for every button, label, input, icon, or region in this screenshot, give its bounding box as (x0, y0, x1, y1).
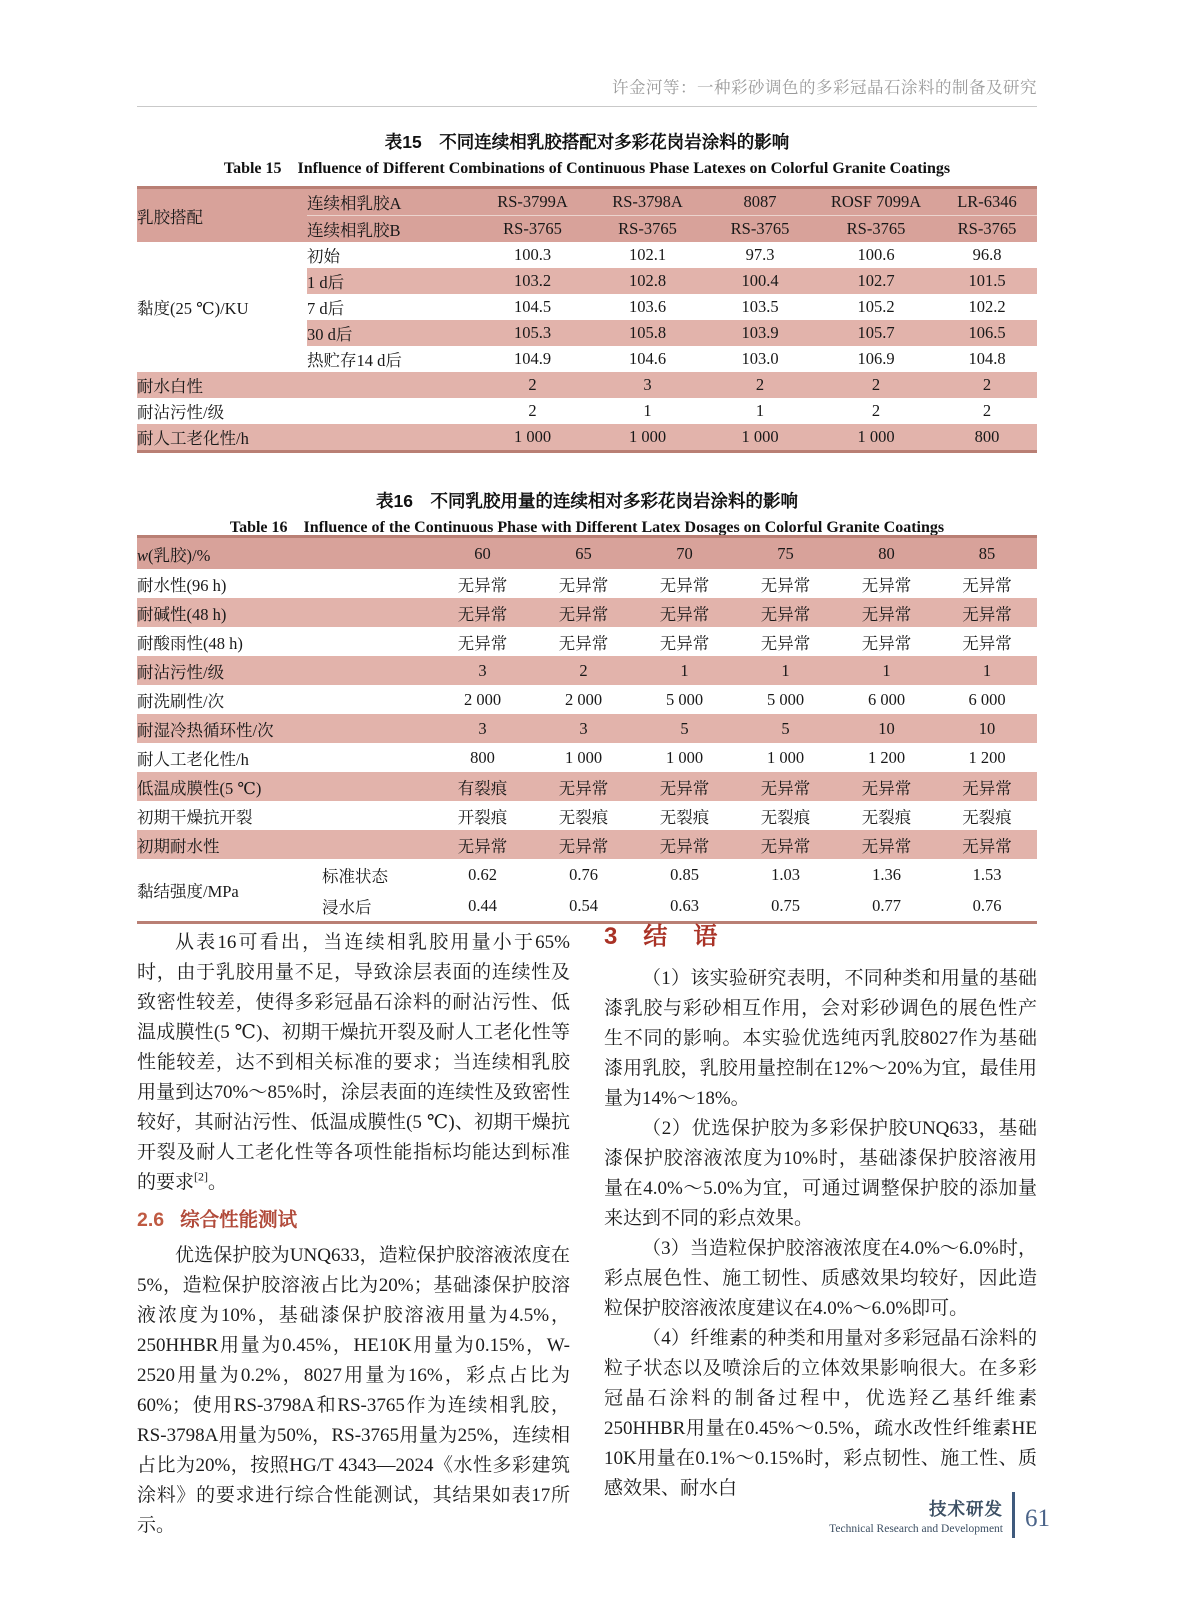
t16-value-cell: 1.53 (972, 864, 1002, 884)
t16-value-cell: 5 000 (766, 689, 805, 709)
t16-value-cell: 2 000 (463, 689, 502, 709)
table-row (137, 372, 1037, 398)
t15-value-cell: 2 (475, 372, 590, 398)
t15-value-cell: 100.6 (857, 245, 895, 264)
t15-header-value: ROSF 7099A (815, 188, 937, 216)
t16-value-cell: 无异常 (533, 830, 634, 859)
t16-row-label: 耐洗刷性/次 (137, 691, 225, 711)
t15-value-cell: 106.9 (857, 349, 895, 368)
t15-value-cell: 103.9 (705, 320, 815, 346)
t16-header-value: 85 (937, 537, 1037, 570)
t16-row-label: 耐人工老化性/h (137, 749, 249, 769)
t15-value-cell: 105.8 (590, 320, 705, 346)
t16-value-cell: 无异常 (634, 772, 735, 801)
t16-value-cell: 无异常 (558, 575, 609, 595)
t16-value-cell: 1 000 (564, 747, 603, 767)
table-row (137, 537, 1037, 570)
t15-row-label: 1 d后 (307, 268, 475, 294)
t16-value-cell: 2 000 (564, 689, 603, 709)
t16-value-cell: 无异常 (634, 830, 735, 859)
t15-value-cell: 105.2 (857, 297, 895, 316)
t16-value-cell: 无异常 (962, 575, 1012, 595)
t16-value-cell: 无裂痕 (962, 807, 1012, 827)
t16-value-cell: 无异常 (634, 598, 735, 627)
t16-value-cell: 0.75 (771, 895, 800, 915)
t16-value-cell: 2 (533, 656, 634, 685)
t15-value-cell: 102.7 (815, 268, 937, 294)
t15-value-cell: 104.9 (513, 349, 552, 368)
t15-value-cell: 1 (643, 401, 652, 420)
table15-caption-en: Table 15 Influence of Different Combinations of Continuous Phase Latexes on Colorful Granite Coatings (223, 160, 951, 177)
t16-row-label: 耐湿冷热循环性/次 (137, 714, 432, 743)
t15-value-cell: 100.3 (513, 245, 552, 264)
body-left-column (137, 928, 570, 1541)
t16-value-cell: 开裂痕 (457, 807, 508, 827)
t16-value-cell: 6 000 (867, 689, 906, 709)
t15-value-cell: 103.5 (741, 297, 779, 316)
table16-caption-zh: 表16 不同乳胶用量的连续相对多彩花岗岩涂料的影响 (376, 491, 798, 511)
t15-row-label: 7 d后 (307, 299, 345, 318)
t16-value-cell: 无异常 (659, 575, 710, 595)
t15-header-value: RS-3765 (937, 216, 1037, 243)
t16-value-cell: 5 (634, 714, 735, 743)
t15-value-cell: 2 (528, 401, 537, 420)
t16-header-value: 60 (432, 537, 533, 570)
t16-row-label: 耐酸雨性(48 h) (137, 633, 243, 653)
table-row (137, 398, 1037, 424)
t15-group-label: 乳胶搭配 (137, 188, 307, 243)
t15-header-value: RS-3765 (815, 216, 937, 243)
t15-value-cell: 97.3 (745, 245, 775, 264)
table-row (137, 743, 1037, 772)
t15-header-value: LR-6346 (937, 188, 1037, 216)
t16-value-cell: 10 (836, 714, 937, 743)
t16-value-cell: 10 (937, 714, 1037, 743)
t15-value-cell: 104.8 (968, 349, 1006, 368)
t15-value-cell: 2 (815, 372, 937, 398)
t16-value-cell: 1 (836, 656, 937, 685)
t16-value-cell: 0.85 (670, 864, 699, 884)
t15-value-cell: 105.7 (815, 320, 937, 346)
body-right-column (604, 922, 1037, 1504)
footer-section (829, 1496, 1003, 1535)
t16-value-cell: 无裂痕 (861, 807, 912, 827)
t15-value-cell: 102.8 (590, 268, 705, 294)
paragraph: （3）当造粒保护胶溶液浓度在4.0%～6.0%时，彩点展色性、施工韧性、质感效果均较好，因此造粒保护胶溶液浓度建议在4.0%～6.0%即可。 (604, 1238, 1037, 1319)
t16-value-cell: 1 (937, 656, 1037, 685)
table16-caption-en: Table 16 Influence of the Continuous Phase with Different Latex Dosages on Colorful Granite Coatings (229, 519, 945, 536)
t15-header-value: RS-3798A (590, 188, 705, 216)
t16-header-label: w(乳胶)/% (137, 537, 432, 570)
table-row (137, 424, 1037, 452)
t15-header-value: RS-3765 (590, 216, 705, 243)
t16-row-label: 耐碱性(48 h) (137, 598, 432, 627)
paragraph: （4）纤维素的种类和用量对多彩冠晶石涂料的粒子状态以及喷涂后的立体效果影响很大。在多彩冠晶石涂料的制备过程中，优选羟乙基纤维素250HHBR用量在0.45%～0.5%，疏水改性纤维素HE 10K用量在0.1%～0.15%时，彩点韧性、施工性、质感效果、耐水白 (604, 1328, 1037, 1499)
t16-value-cell: 无裂痕 (760, 807, 811, 827)
t16-value-cell: 0.77 (872, 895, 901, 915)
footer-section-zh: 技术研发 (929, 1498, 1003, 1519)
t16-row-label: 初期耐水性 (137, 830, 432, 859)
t15-header-value: RS-3799A (475, 188, 590, 216)
t16-value-cell: 无异常 (735, 830, 836, 859)
t15-header-value: 8087 (705, 188, 815, 216)
t16-value-cell: 无异常 (861, 575, 912, 595)
t16-row-label: 标准状态 (322, 866, 388, 886)
t15-value-cell: 3 (590, 372, 705, 398)
t16-value-cell: 6 000 (968, 689, 1006, 709)
t15-value-cell: 102.1 (628, 245, 667, 264)
footer-divider-bar (1012, 1492, 1015, 1538)
section-number: 2.6 (137, 1209, 165, 1231)
t16-value-cell: 0.76 (569, 864, 598, 884)
t16-row-label: 耐水性(96 h) (137, 575, 227, 595)
table-row (137, 656, 1037, 685)
t16-value-cell: 无异常 (836, 772, 937, 801)
section-heading-2-6 (137, 1205, 570, 1235)
t15-value-cell: 2 (982, 401, 992, 420)
t16-value-cell: 1 200 (968, 747, 1006, 767)
t16-value-cell: 无异常 (735, 772, 836, 801)
section-title: 综合性能测试 (180, 1209, 298, 1231)
t16-value-cell: 0.62 (468, 864, 497, 884)
table-row (137, 685, 1037, 714)
t16-value-cell: 无异常 (457, 575, 508, 595)
t15-value-cell: 2 (871, 401, 881, 420)
t16-value-cell: 0.76 (972, 895, 1002, 915)
table15-caption-zh: 表15 不同连续相乳胶搭配对多彩花岗岩涂料的影响 (384, 132, 790, 152)
t15-header-value: RS-3765 (705, 216, 815, 243)
paragraph (137, 928, 570, 1198)
t16-header-value: 65 (533, 537, 634, 570)
t15-value-cell: 100.4 (705, 268, 815, 294)
paragraph: 优选保护胶为UNQ633，造粒保护胶溶液浓度在5%，造粒保护胶溶液占比为20%；基础漆保护胶溶液浓度为10%，基础漆保护胶溶液用量为4.5%，250HHBR用量为0.45%，HE10K用量为0.15%，W-2520用量为0.2%，8027用量为16%，彩点占比为60%；使用RS-3798A和RS-3765作为连续相乳胶，RS-3798A用量为50%，RS-3765用量为25%，连续相占比为20%，按照HG/T 4343—2024《水性多彩建筑涂料》的要求进行综合性能测试，其结果如表17所示。 (137, 1245, 570, 1536)
t15-row-label: 耐沾污性/级 (137, 403, 225, 422)
t15-value-cell: 1 000 (815, 424, 937, 452)
t16-value-cell: 0.63 (670, 895, 699, 915)
t16-value-cell: 无异常 (937, 598, 1037, 627)
t15-value-cell: 103.0 (741, 349, 779, 368)
table16 (137, 535, 1037, 924)
t15-value-cell: 1 (755, 401, 765, 420)
t16-value-cell: 无异常 (659, 633, 710, 653)
t15-value-cell: 101.5 (937, 268, 1037, 294)
t15-value-cell: 2 (937, 372, 1037, 398)
t15-viscosity-group-label: 黏度(25 ℃)/KU (137, 299, 249, 318)
table-row (137, 627, 1037, 656)
t15-subheader-label: 连续相乳胶A (307, 188, 475, 216)
table16-body (137, 537, 1037, 923)
t16-value-cell: 3 (432, 656, 533, 685)
table-row (137, 830, 1037, 859)
table-row (137, 569, 1037, 598)
t16-value-cell: 无异常 (735, 598, 836, 627)
t16-value-cell: 无异常 (937, 830, 1037, 859)
running-head-rule (137, 106, 1037, 107)
t16-value-cell: 1 000 (665, 747, 704, 767)
t15-row-label: 30 d后 (307, 320, 475, 346)
table15 (137, 186, 1037, 453)
t15-row-label: 初始 (307, 247, 340, 266)
t16-header-value: 75 (735, 537, 836, 570)
t15-row-label: 耐水白性 (137, 372, 475, 398)
table-row (137, 242, 1037, 268)
t16-value-cell: 无异常 (861, 633, 912, 653)
t15-value-cell: 102.2 (968, 297, 1006, 316)
t16-header-value: 70 (634, 537, 735, 570)
paragraph-text: 从表16可看出，当连续相乳胶用量小于65%时，由于乳胶用量不足，导致涂层表面的连续性及致密性较差，使得多彩冠晶石涂料的耐沾污性、低温成膜性(5 ℃)、初期干燥抗开裂及耐人工老化性等性能较差，达不到相关标准的要求；当连续相乳胶用量到达70%～85%时，涂层表面的连续性及致密性较好，其耐沾污性、低温成膜性(5 ℃)、初期干燥抗开裂及耐人工老化性等各项性能指标均能达到标准的要求 (137, 932, 570, 1193)
t15-value-cell: 104.6 (628, 349, 667, 368)
t16-value-cell: 无异常 (962, 633, 1012, 653)
t16-w-symbol: w (137, 545, 149, 565)
t15-value-cell: 800 (937, 424, 1037, 452)
t16-value-cell: 1 (735, 656, 836, 685)
t16-value-cell: 1.03 (771, 864, 800, 884)
t15-value-cell: 106.5 (937, 320, 1037, 346)
page-footer (137, 1492, 1050, 1538)
table15-body (137, 188, 1037, 452)
t15-value-cell: 2 (705, 372, 815, 398)
t16-value-cell: 3 (533, 714, 634, 743)
t16-value-cell: 1 200 (867, 747, 906, 767)
t16-row-label: 低温成膜性(5 ℃) (137, 772, 432, 801)
t16-value-cell: 无异常 (432, 830, 533, 859)
t16-value-cell: 无异常 (760, 633, 811, 653)
t15-value-cell: 1 000 (475, 424, 590, 452)
t16-value-cell: 5 000 (665, 689, 704, 709)
table-row (137, 859, 1037, 890)
t16-strength-group-label: 黏结强度/MPa (137, 882, 239, 901)
table-row (137, 188, 1037, 216)
t15-value-cell: 105.3 (475, 320, 590, 346)
t16-value-cell: 无异常 (937, 772, 1037, 801)
t16-header-value: 80 (836, 537, 937, 570)
t16-value-cell: 无异常 (432, 598, 533, 627)
t16-value-cell: 有裂痕 (432, 772, 533, 801)
t16-row-label: 浸水后 (322, 897, 372, 917)
t16-value-cell: 无异常 (836, 830, 937, 859)
t15-value-cell: 96.8 (972, 245, 1002, 264)
t15-value-cell: 1 000 (590, 424, 705, 452)
t16-value-cell: 无异常 (533, 772, 634, 801)
t15-row-label: 耐人工老化性/h (137, 424, 475, 452)
t15-row-label: 热贮存14 d后 (307, 351, 402, 370)
t16-value-cell: 无异常 (836, 598, 937, 627)
table-row (137, 772, 1037, 801)
t16-value-cell: 1 (634, 656, 735, 685)
t16-value-cell: 无异常 (457, 633, 508, 653)
t16-value-cell: 无异常 (760, 575, 811, 595)
t16-value-cell: 无异常 (558, 633, 609, 653)
t15-value-cell: 103.2 (475, 268, 590, 294)
table-row (137, 598, 1037, 627)
t15-header-value: RS-3765 (475, 216, 590, 243)
citation-ref: [2] (194, 1169, 209, 1184)
footer-section-en: Technical Research and Development (829, 1522, 1003, 1535)
t16-value-cell: 0.54 (569, 895, 598, 915)
t16-row-label: 初期干燥抗开裂 (137, 807, 253, 827)
running-head: 许金河等：一种彩砂调色的多彩冠晶石涂料的制备及研究 (612, 79, 1037, 97)
t16-value-cell: 3 (432, 714, 533, 743)
t16-value-cell: 0.44 (468, 895, 497, 915)
t15-value-cell: 1 000 (705, 424, 815, 452)
t16-value-cell: 无异常 (533, 598, 634, 627)
paragraph: （2）优选保护胶为多彩保护胶UNQ633，基础漆保护胶溶液浓度为10%时，基础漆保护胶溶液用量在4.0%～5.0%为宜，可通过调整保护胶的添加量来达到不同的彩点效果。 (604, 1118, 1037, 1229)
page-number: 61 (1025, 1505, 1050, 1532)
t16-value-cell: 无裂痕 (659, 807, 710, 827)
t15-value-cell: 103.6 (628, 297, 667, 316)
t15-subheader-label: 连续相乳胶B (307, 216, 475, 243)
table-row (137, 801, 1037, 830)
paragraph-text: 。 (208, 1172, 228, 1193)
paragraph: （1）该实验研究表明，不同种类和用量的基础漆乳胶与彩砂相互作用，会对彩砂调色的展色性产生不同的影响。本实验优选纯丙乳胶8027作为基础漆用乳胶，乳胶用量控制在12%～20%为宜，最佳用量为14%～18%。 (604, 968, 1037, 1109)
t16-value-cell: 1 000 (766, 747, 805, 767)
t16-value-cell: 800 (470, 747, 495, 767)
section-heading-3: 3 结 语 (604, 923, 719, 950)
t16-row-label: 耐沾污性/级 (137, 656, 432, 685)
t15-value-cell: 104.5 (513, 297, 552, 316)
t16-value-cell: 1.36 (872, 864, 901, 884)
t16-value-cell: 5 (735, 714, 836, 743)
t16-value-cell: 无裂痕 (558, 807, 609, 827)
table-row (137, 714, 1037, 743)
